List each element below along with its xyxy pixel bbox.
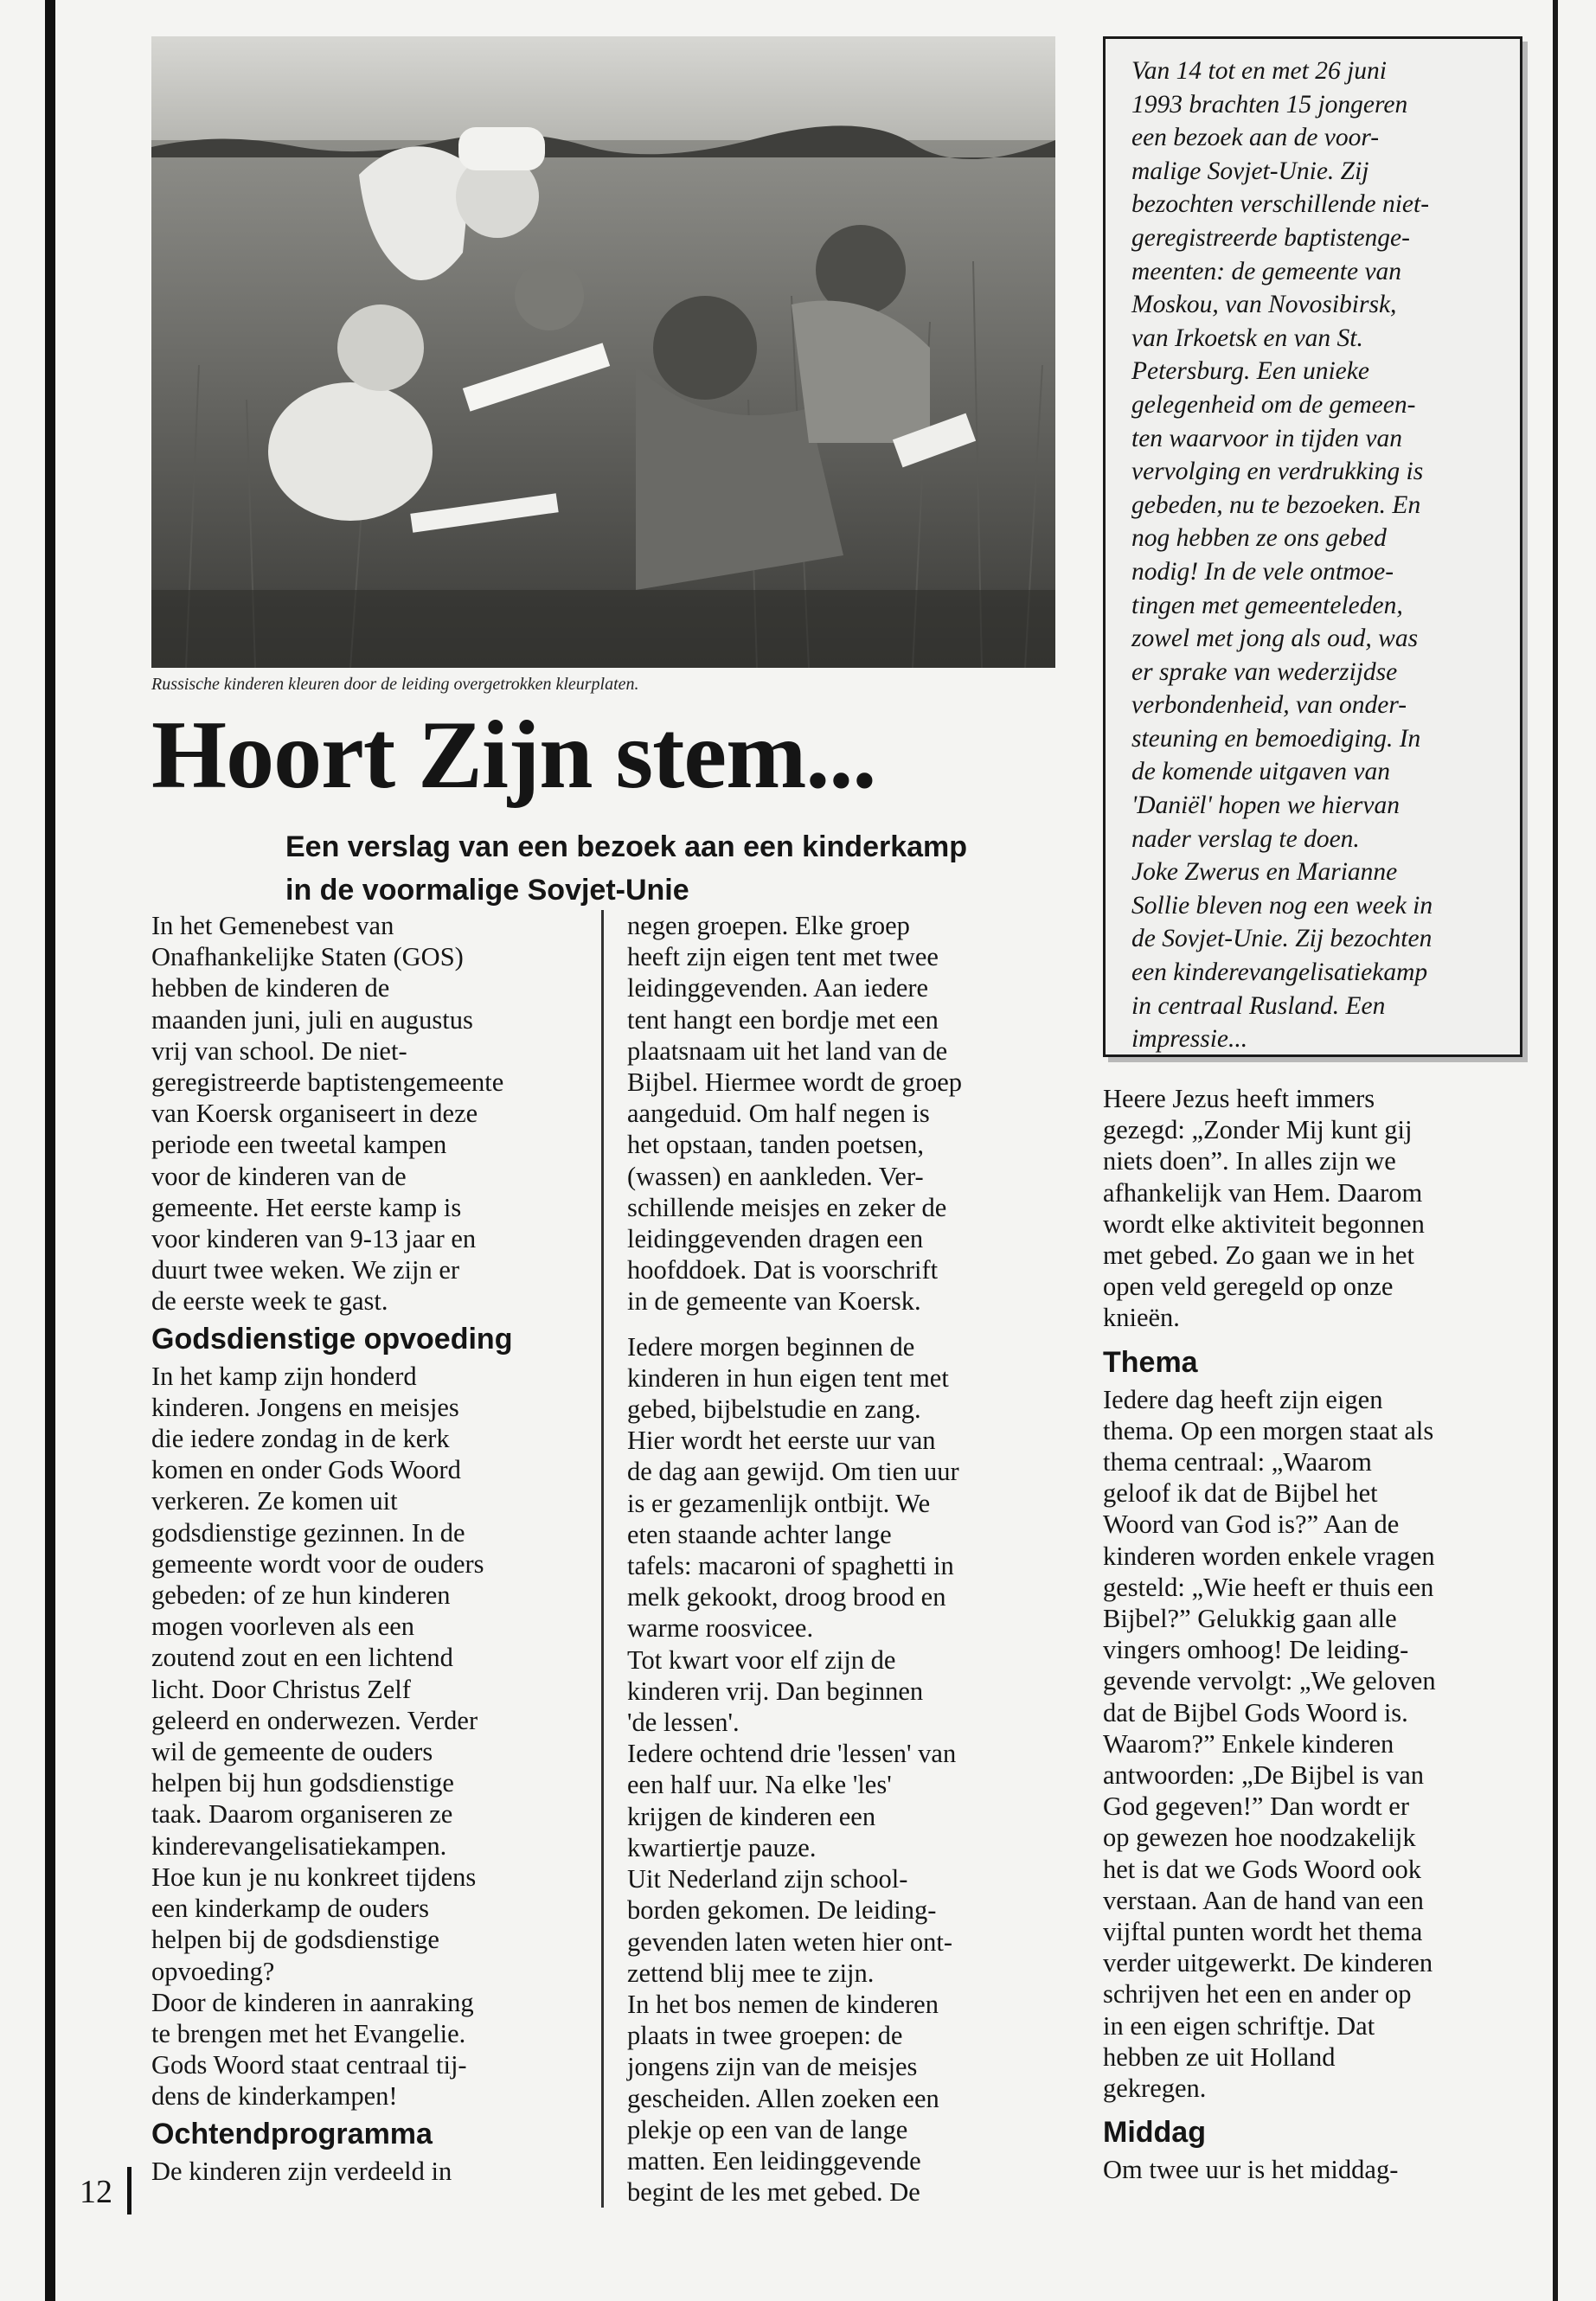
text-line: kinderevangelisatiekampen.	[151, 1830, 447, 1861]
text-line: wordt elke aktiviteit begonnen	[1103, 1208, 1425, 1239]
intro-box	[1103, 36, 1522, 1057]
page-number-rule	[127, 2167, 131, 2214]
intro-line: verbondenheid, van onder-	[1131, 691, 1407, 720]
text-line: knieën.	[1103, 1303, 1180, 1333]
text-line: maanden juni, juli en augustus	[151, 1004, 473, 1035]
text-line: Iedere dag heeft zijn eigen	[1103, 1384, 1383, 1414]
text-line: vijftal punten wordt het thema	[1103, 1917, 1423, 1947]
text-line: gebed, bijbelstudie en zang.	[627, 1394, 921, 1425]
text-line: leidinggevenden dragen een	[627, 1224, 924, 1254]
text-line: van Koersk organiseert in deze	[151, 1099, 478, 1129]
text-line: plaats in twee groepen: de	[627, 2021, 903, 2051]
page-edge-bar	[45, 0, 55, 2301]
text-line: gemeente wordt voor de ouders	[151, 1548, 484, 1579]
text-line: aangeduid. Om half negen is	[627, 1099, 930, 1129]
text-line: God gegeven!” Dan wordt er	[1103, 1791, 1409, 1822]
text-line: begint de les met gebed. De	[627, 2177, 920, 2208]
text-line: Waarom?” Enkele kinderen	[1103, 1728, 1394, 1759]
intro-line: in centraal Rusland. Een	[1131, 991, 1386, 1020]
text-line: opvoeding?	[151, 1956, 275, 1986]
text-line: Iedere morgen beginnen de	[627, 1331, 915, 1362]
text-line: kinderen. Jongens en meisjes	[151, 1392, 459, 1422]
text-line: antwoorden: „De Bijbel is van	[1103, 1760, 1424, 1791]
text-line: In het kamp zijn honderd	[151, 1361, 417, 1391]
text-line: geleerd en onderwezen. Verder	[151, 1705, 478, 1735]
text-line: die iedere zondag in de kerk	[151, 1424, 450, 1454]
text-line: De kinderen zijn verdeeld in	[151, 2156, 452, 2186]
text-line: krijgen de kinderen een	[627, 1801, 876, 1831]
text-line: melk gekookt, droog brood en	[627, 1582, 946, 1612]
text-line: periode een tweetal kampen	[151, 1130, 447, 1160]
text-line: helpen bij hun godsdienstige	[151, 1768, 454, 1798]
column-1	[151, 910, 584, 2187]
text-line: gezegd: „Zonder Mij kunt gij	[1103, 1115, 1413, 1145]
subtitle-line: Een verslag van een bezoek aan een kinderkamp	[285, 830, 968, 863]
intro-line: impressie...	[1131, 1025, 1248, 1054]
text-line: voor de kinderen van de	[151, 1161, 407, 1191]
text-line: verder uitgewerkt. De kinderen	[1103, 1948, 1433, 1978]
text-line: duurt twee weken. We zijn er	[151, 1255, 460, 1285]
text-line: In het Gemenebest van	[151, 911, 394, 940]
text-line: zoutend zout en een lichtend	[151, 1643, 453, 1673]
text-line: gescheiden. Allen zoeken een	[627, 2083, 939, 2113]
text-line: eten staande achter lange	[627, 1519, 892, 1549]
paragraph	[151, 1361, 584, 2112]
text-line: te brengen met het Evangelie.	[151, 2018, 466, 2048]
intro-line: er sprake van wederzijdse	[1131, 657, 1398, 686]
intro-line: gelegenheid om de gemeen-	[1131, 390, 1416, 419]
intro-line: zowel met jong als oud, was	[1131, 625, 1419, 653]
text-line: taak. Daarom organiseren ze	[151, 1799, 453, 1830]
article-photo	[151, 36, 1055, 668]
section-heading: Ochtendprogramma	[151, 2117, 433, 2150]
text-line: kinderen vrij. Dan beginnen	[627, 1676, 924, 1706]
intro-line: vervolging en verdrukking is	[1131, 458, 1424, 486]
subtitle-line: in de voormalige Sovjet-Unie	[285, 874, 689, 907]
text-line: warme roosvicee.	[627, 1613, 814, 1644]
paragraph	[627, 910, 1060, 1317]
intro-line: steuning en bemoediging. In	[1131, 724, 1421, 753]
text-line: een kinderkamp de ouders	[151, 1894, 429, 1924]
text-line: heeft zijn eigen tent met twee	[627, 942, 939, 972]
text-line: Hier wordt het eerste uur van	[627, 1426, 936, 1456]
text-line: godsdienstige gezinnen. In de	[151, 1517, 465, 1548]
text-line: gesteld: „Wie heeft er thuis een	[1103, 1572, 1434, 1602]
text-line: op gewezen hoe noodzakelijk	[1103, 1823, 1416, 1853]
text-line: niets doen”. In alles zijn we	[1103, 1146, 1396, 1176]
text-line: schillende meisjes en zeker de	[627, 1192, 947, 1222]
text-line: hoofddoek. Dat is voorschrift	[627, 1255, 939, 1285]
text-line: verkeren. Ze komen uit	[151, 1486, 398, 1516]
intro-line: Moskou, van Novosibirsk,	[1131, 291, 1397, 319]
photo-caption: Russische kinderen kleuren door de leiding overgetrokken kleurplaten.	[151, 675, 639, 694]
text-line: dens de kinderkampen!	[151, 2081, 398, 2112]
text-line: geloof ik dat de Bijbel het	[1103, 1478, 1378, 1509]
page-edge-right	[1553, 0, 1558, 2301]
intro-line: de komende uitgaven van	[1131, 758, 1390, 786]
text-line: thema centraal: „Waarom	[1103, 1447, 1372, 1477]
text-line: hebben de kinderen de	[151, 973, 390, 1003]
paragraph	[1103, 1083, 1544, 1334]
text-line: afhankelijk van Hem. Daarom	[1103, 1177, 1423, 1208]
paragraph	[627, 1331, 1060, 2208]
text-line: Heere Jezus heeft immers	[1103, 1084, 1375, 1113]
text-line: tafels: macaroni of spaghetti in	[627, 1551, 954, 1581]
intro-line: Van 14 tot en met 26 juni	[1131, 57, 1387, 85]
text-line: Om twee uur is het middag-	[1103, 2155, 1399, 2185]
intro-line: tingen met gemeenteleden,	[1131, 591, 1403, 619]
section-heading: Middag	[1103, 2116, 1206, 2150]
text-line: wil de gemeente de ouders	[151, 1737, 433, 1767]
text-line: vrij van school. De niet-	[151, 1035, 407, 1066]
text-line: een half uur. Na elke 'les'	[627, 1770, 892, 1800]
text-line: Hoe kun je nu konkreet tijdens	[151, 1862, 477, 1892]
text-line: open veld geregeld op onze	[1103, 1272, 1394, 1302]
article-title: Hoort Zijn stem...	[151, 702, 876, 809]
intro-line: nader verslag te doen.	[1131, 824, 1360, 853]
text-line: Bijbel?” Gelukkig gaan alle	[1103, 1604, 1397, 1634]
text-line: Tot kwart voor elf zijn de	[627, 1644, 896, 1675]
column-divider	[601, 910, 604, 2208]
text-line: dat de Bijbel Gods Woord is.	[1103, 1697, 1408, 1727]
intro-line: Joke Zwerus en Marianne	[1131, 858, 1398, 887]
intro-line: de Sovjet-Unie. Zij bezochten	[1131, 925, 1433, 953]
column-2	[627, 910, 1060, 2208]
intro-line: 'Daniël' hopen we hiervan	[1131, 792, 1401, 820]
photo-children-drawing-in-field-icon	[151, 36, 1055, 668]
text-line: gemeente. Het eerste kamp is	[151, 1192, 462, 1222]
paragraph	[151, 2156, 584, 2187]
text-line: kinderen worden enkele vragen	[1103, 1541, 1435, 1571]
text-line: thema. Op een morgen staat als	[1103, 1415, 1434, 1445]
text-line: in de gemeente van Koersk.	[627, 1286, 921, 1317]
text-line: is er gezamenlijk ontbijt. We	[627, 1488, 931, 1518]
text-line: schrijven het een en ander op	[1103, 1979, 1412, 2009]
text-line: gevende vervolgt: „We geloven	[1103, 1666, 1436, 1696]
intro-line: geregistreerde baptistenge-	[1131, 223, 1410, 252]
paragraph	[1103, 2154, 1544, 2185]
text-line: zettend blij mee te zijn.	[627, 1958, 875, 1988]
paragraph	[1103, 1384, 1544, 2105]
text-line: tent hangt een bordje met een	[627, 1004, 939, 1035]
text-line: leidinggevenden. Aan iedere	[627, 973, 929, 1003]
text-line: In het bos nemen de kinderen	[627, 1989, 939, 2019]
text-line: in een eigen schriftje. Dat	[1103, 2010, 1375, 2041]
intro-line: een bezoek aan de voor-	[1131, 124, 1380, 152]
intro-line: Sollie bleven nog een week in	[1131, 891, 1433, 920]
text-line: Door de kinderen in aanraking	[151, 1987, 474, 2017]
intro-line: meenten: de gemeente van	[1131, 257, 1402, 285]
text-line: de dag aan gewijd. Om tien uur	[627, 1457, 959, 1487]
text-line: licht. Door Christus Zelf	[151, 1674, 411, 1704]
text-line: voor kinderen van 9-13 jaar en	[151, 1224, 477, 1254]
intro-line: gebeden, nu te bezoeken. En	[1131, 490, 1421, 519]
text-line: kinderen in hun eigen tent met	[627, 1362, 949, 1393]
text-line: negen groepen. Elke groep	[627, 911, 910, 940]
text-line: helpen bij de godsdienstige	[151, 1925, 439, 1955]
text-line: gekregen.	[1103, 2073, 1207, 2104]
text-line: het opstaan, tanden poetsen,	[627, 1130, 925, 1160]
text-line: Bijbel. Hiermee wordt de groep	[627, 1067, 963, 1098]
text-line: Iedere ochtend drie 'lessen' van	[627, 1739, 957, 1769]
text-line: met gebed. Zo gaan we in het	[1103, 1240, 1414, 1271]
intro-line: ten waarvoor in tijden van	[1131, 424, 1402, 452]
column-3	[1103, 1083, 1544, 2186]
section-heading: Godsdienstige opvoeding	[151, 1322, 513, 1356]
text-line: geregistreerde baptistengemeente	[151, 1067, 504, 1098]
text-line: Woord van God is?” Aan de	[1103, 1509, 1400, 1540]
intro-line: malige Sovjet-Unie. Zij	[1131, 157, 1369, 185]
text-line: (wassen) en aankleden. Ver-	[627, 1161, 924, 1191]
page-number: 12	[80, 2174, 112, 2210]
text-line: plekje op een van de lange	[627, 2114, 908, 2144]
intro-line: een kinderevangelisatiekamp	[1131, 958, 1428, 987]
intro-line: 1993 brachten 15 jongeren	[1131, 90, 1408, 119]
text-line: vingers omhoog! De leiding-	[1103, 1635, 1409, 1665]
text-line: gevenden laten weten hier ont-	[627, 1926, 953, 1957]
text-line: het is dat we Gods Woord ook	[1103, 1854, 1422, 1884]
text-line: de eerste week te gast.	[151, 1286, 388, 1317]
text-line: plaatsnaam uit het land van de	[627, 1035, 948, 1066]
text-line: borden gekomen. De leiding-	[627, 1895, 937, 1926]
text-line: komen en onder Gods Woord	[151, 1455, 461, 1485]
text-line: mogen voorleven als een	[151, 1612, 415, 1642]
text-line: hebben ze uit Holland	[1103, 2041, 1336, 2072]
text-line: kwartiertje pauze.	[627, 1832, 817, 1862]
article-subtitle	[285, 825, 1064, 912]
intro-line: nodig! In de vele ontmoe-	[1131, 557, 1394, 586]
text-line: Gods Woord staat centraal tij-	[151, 2050, 467, 2080]
text-line: Onafhankelijke Staten (GOS)	[151, 942, 464, 972]
intro-line: Petersburg. Een unieke	[1131, 357, 1369, 386]
intro-line: bezochten verschillende niet-	[1131, 190, 1430, 219]
text-line: matten. Een leidinggevende	[627, 2145, 921, 2176]
intro-line: van Irkoetsk en van St.	[1131, 324, 1363, 352]
text-line: jongens zijn van de meisjes	[627, 2052, 918, 2082]
text-line: gebeden: of ze hun kinderen	[151, 1580, 451, 1611]
section-heading: Thema	[1103, 1345, 1198, 1379]
text-line: verstaan. Aan de hand van een	[1103, 1885, 1424, 1915]
paragraph	[151, 910, 584, 1317]
text-line: 'de lessen'.	[627, 1708, 740, 1738]
intro-line: nog hebben ze ons gebed	[1131, 524, 1387, 553]
text-line: Uit Nederland zijn school-	[627, 1864, 908, 1894]
